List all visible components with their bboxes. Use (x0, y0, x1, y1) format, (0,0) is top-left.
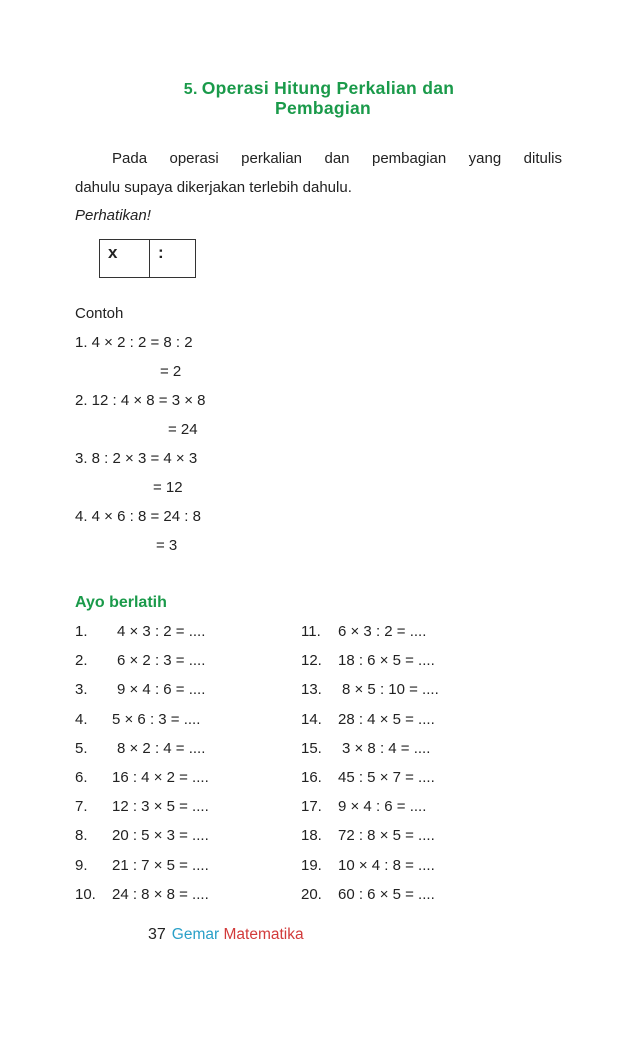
exercise-expression: 8 × 5 : 10 = .... (342, 681, 439, 699)
exercise-expression: 72 : 8 × 5 = .... (338, 827, 435, 845)
exercise-number: 4. (75, 710, 88, 728)
example-result: = 12 (153, 479, 183, 496)
footer-book-word2: Matematika (223, 926, 304, 943)
page-number: 37 (148, 926, 166, 943)
exercise-number: 6. (75, 769, 88, 786)
intro-line1: Pada operasi perkalian dan pembagian yang ditulis (112, 150, 562, 167)
section-title (0, 78, 638, 99)
exercise-number: 5. (75, 739, 88, 757)
multiply-cell: x (100, 240, 150, 278)
exercise-expression: 10 × 4 : 8 = .... (338, 856, 435, 874)
exercise-expression: 20 : 5 × 3 = .... (112, 827, 209, 845)
footer-book-word1: Gemar (171, 926, 220, 943)
exercise-number: 16. (301, 769, 322, 786)
exercise-number: 3. (75, 681, 88, 699)
intro-paragraph (75, 144, 562, 202)
contoh-heading: Contoh (75, 305, 124, 322)
section-title-line2: Pembagian (274, 98, 372, 118)
exercise-expression: 12 : 3 × 5 = .... (112, 798, 209, 816)
section-title-line1: Operasi Hitung Perkalian dan (201, 78, 455, 98)
example-line: 3. 8 : 2 × 3 = 4 × 3 (75, 450, 198, 467)
example-line: 4. 4 × 6 : 8 = 24 : 8 (75, 508, 201, 525)
perhatikan-label: Perhatikan! (75, 207, 151, 224)
exercise-heading: Ayo berlatih (75, 594, 167, 611)
exercise-expression: 16 : 4 × 2 = .... (112, 769, 209, 786)
exercise-expression: 8 × 2 : 4 = .... (117, 739, 206, 757)
exercise-number: 13. (301, 681, 322, 699)
example-result: = 2 (160, 363, 182, 380)
intro-line2: dahulu supaya dikerjakan terlebih dahulu. (75, 179, 352, 196)
exercise-number: 11. (301, 623, 321, 640)
section-number: 5. (183, 81, 198, 98)
exercise-expression: 6 × 2 : 3 = .... (117, 652, 206, 670)
exercise-number: 19. (301, 856, 322, 874)
exercise-expression: 9 × 4 : 6 = .... (117, 681, 206, 699)
exercise-expression: 45 : 5 × 7 = .... (338, 769, 435, 786)
exercise-number: 20. (301, 885, 322, 903)
exercise-number: 10. (75, 885, 96, 903)
exercise-number: 9. (75, 856, 88, 874)
exercise-expression: 9 × 4 : 6 = .... (338, 798, 427, 816)
example-result: = 3 (156, 537, 178, 554)
exercise-expression: 3 × 8 : 4 = .... (342, 739, 431, 757)
exercise-expression: 4 × 3 : 2 = .... (117, 623, 206, 640)
example-result: = 24 (168, 421, 198, 438)
exercise-expression: 28 : 4 × 5 = .... (338, 710, 435, 728)
exercise-number: 18. (301, 827, 322, 845)
example-line: 2. 12 : 4 × 8 = 3 × 8 (75, 392, 206, 409)
exercise-number: 17. (301, 798, 322, 816)
exercise-expression: 5 × 6 : 3 = .... (112, 710, 201, 728)
exercise-number: 1. (75, 623, 88, 640)
divide-cell: : (150, 240, 196, 278)
exercise-number: 2. (75, 652, 88, 670)
exercise-expression: 6 × 3 : 2 = .... (338, 623, 427, 640)
exercise-number: 8. (75, 827, 88, 845)
intro-line1-wrap (75, 144, 562, 173)
exercise-number: 7. (75, 798, 88, 816)
operation-order-table (99, 239, 196, 278)
example-line: 1. 4 × 2 : 2 = 8 : 2 (75, 334, 193, 351)
exercise-expression: 18 : 6 × 5 = .... (338, 652, 435, 670)
exercise-expression: 21 : 7 × 5 = .... (112, 856, 209, 874)
exercise-number: 12. (301, 652, 322, 670)
exercise-number: 14. (301, 710, 322, 728)
exercise-number: 15. (301, 739, 322, 757)
exercise-expression: 60 : 6 × 5 = .... (338, 885, 435, 903)
page-footer (148, 926, 304, 944)
exercise-expression: 24 : 8 × 8 = .... (112, 885, 209, 903)
